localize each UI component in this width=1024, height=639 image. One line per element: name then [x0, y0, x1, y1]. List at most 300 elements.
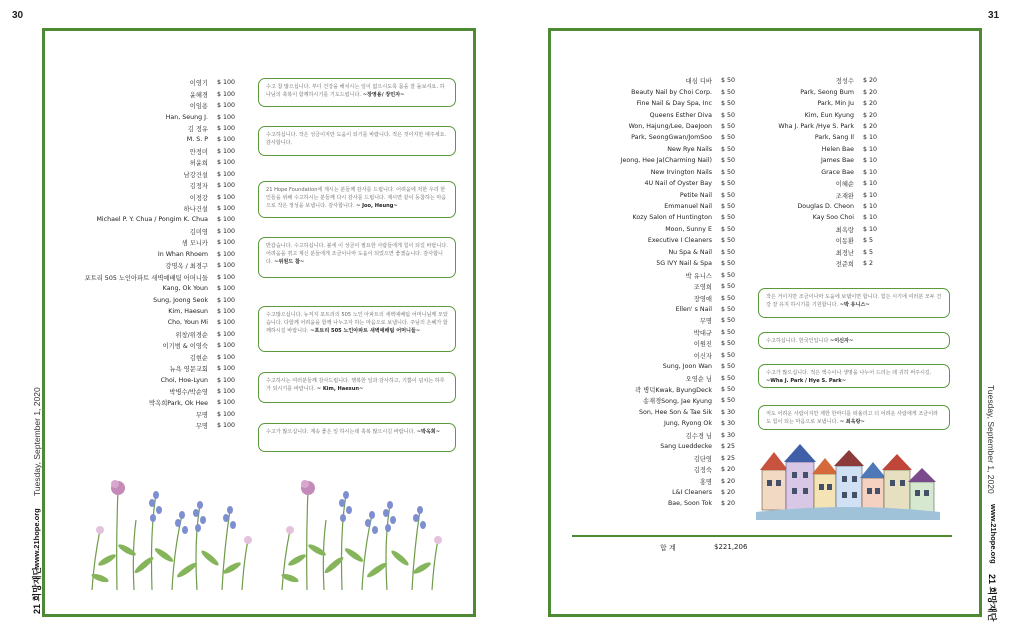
donor-name: 전준희	[835, 261, 854, 269]
donor-row	[576, 338, 748, 349]
donor-amount: $ 50	[721, 214, 736, 222]
donor-name: Petite Nail	[679, 191, 712, 199]
donor-amount: $ 100	[217, 376, 236, 384]
donor-amount: $ 50	[721, 374, 736, 382]
donor-name: 조재완	[835, 192, 854, 200]
donor-amount: $ 50	[721, 351, 736, 359]
donor-row	[756, 189, 884, 200]
donor-name: Emmanuel Nail	[664, 203, 712, 211]
donor-amount: $ 100	[217, 250, 236, 258]
donor-row	[576, 75, 748, 86]
donor-row	[576, 189, 748, 200]
donor-row	[70, 88, 248, 99]
donor-name: Grace Bae	[821, 168, 854, 176]
donor-amount: $ 2	[863, 260, 874, 268]
donor-row	[70, 111, 248, 122]
donor-name: 김 정유	[187, 125, 208, 133]
donor-name: 뉴욕 영문교회	[169, 366, 208, 374]
message-text: 수고하십니다. 작은 성금이지만 도움이 되기를 바랍니다. 적은 것이지만 애주세요. 감사합니다.	[266, 132, 447, 146]
donor-name: Kang, Ok Youn	[162, 285, 208, 293]
donor-amount: $ 100	[217, 193, 236, 201]
donor-name: Park, Seong Bum	[800, 88, 854, 96]
donor-amount: $ 50	[721, 397, 736, 405]
donor-name: 김수경 님	[685, 432, 712, 440]
side-publisher-right: 21 희망재단	[987, 574, 997, 622]
donor-row	[70, 340, 248, 351]
donor-name: 박대규	[693, 329, 712, 337]
donor-row	[70, 420, 248, 431]
message-box	[258, 306, 456, 352]
side-date-left: Tuesday, September 1, 2020	[32, 387, 42, 496]
side-url-left: www.21hope.org	[32, 508, 41, 568]
donor-amount: $ 5	[863, 237, 874, 245]
message-box	[258, 181, 456, 218]
donor-row	[756, 86, 884, 97]
donor-amount: $ 20	[721, 477, 736, 485]
donor-name: 최정난	[835, 249, 854, 257]
donor-row	[576, 350, 748, 361]
donor-name: 5G IVY Nail & Spa	[656, 260, 712, 268]
donor-row	[70, 157, 248, 168]
donor-amount: $ 50	[721, 111, 736, 119]
donor-amount: $ 20	[863, 122, 878, 130]
donor-amount: $ 10	[863, 157, 878, 165]
donor-amount: $ 100	[217, 307, 236, 315]
donor-row	[70, 134, 248, 145]
message-text: 수고하십니다. 한국인입니다	[766, 338, 829, 344]
donor-row	[756, 121, 884, 132]
donor-amount: $ 10	[863, 168, 878, 176]
donor-name: 최옥랑	[835, 226, 854, 234]
donor-row	[70, 386, 248, 397]
donor-row	[576, 178, 748, 189]
donor-amount: $ 100	[217, 410, 236, 418]
donor-row	[576, 395, 748, 406]
donor-row	[576, 327, 748, 338]
donor-name: 이신자	[693, 352, 712, 360]
donor-row	[756, 98, 884, 109]
donor-amount: $ 100	[217, 388, 236, 396]
donor-name: 위창/위경순	[175, 331, 208, 339]
total-divider	[572, 535, 952, 537]
message-author: ~이신자~	[829, 338, 854, 344]
donor-list-right-col1	[576, 75, 748, 510]
message-box	[758, 405, 950, 430]
donor-row	[70, 203, 248, 214]
donor-name: Sung, Joong Seok	[153, 296, 208, 304]
donor-name: 박옥희Park, Ok Hee	[149, 400, 208, 408]
flower-cluster-right	[281, 480, 442, 590]
message-author: ~ Joo, Heung~	[356, 202, 398, 209]
donor-amount: $ 50	[721, 157, 736, 165]
donor-name: 무명	[699, 318, 712, 326]
donor-amount: $ 30	[721, 420, 736, 428]
donor-amount: $ 50	[721, 340, 736, 348]
donor-row	[576, 109, 748, 120]
wildflower-illustration	[72, 470, 452, 590]
donor-name: 김현순	[189, 354, 208, 362]
donor-amount: $ 50	[721, 248, 736, 256]
donor-name: 이영기	[189, 80, 208, 88]
donor-name: Sang Lueddecke	[660, 443, 712, 451]
message-text: 반갑습니다. 수고하십니다. 볼세 이 성금이 필요한 사람들에게 힘이 되길 바랍니다. 어려움을 겪고 계신 분들에게 조금이나마 도움이 되었으면 좋겠습니다. 감사합니다.	[266, 243, 448, 265]
donor-row	[576, 487, 748, 498]
donor-amount: $ 50	[721, 237, 736, 245]
donor-amount: $ 100	[217, 330, 236, 338]
donor-amount: $ 100	[217, 159, 236, 167]
message-author: ~포트리 505 노인아파트 새벽예배팀 어머니들~	[310, 327, 421, 334]
donor-name: 박병수/박순영	[169, 389, 208, 397]
message-text: 저도 어려운 사람이지만 제한 한마디를 떠올리고 더 어려운 사람에게 조금이라도 힘이 되는 마음으로 보냅니다.	[766, 411, 939, 425]
donor-amount: $ 100	[217, 147, 236, 155]
donor-amount: $ 10	[863, 203, 878, 211]
message-author: ~위원드 참~	[274, 258, 305, 265]
donor-name: 조영희	[693, 284, 712, 292]
message-author: ~ 최옥랑~	[839, 418, 865, 425]
donor-amount: $ 20	[721, 500, 736, 508]
donor-row	[756, 235, 884, 246]
donor-amount: $ 20	[863, 111, 878, 119]
donor-amount: $ 100	[217, 353, 236, 361]
donor-row	[576, 121, 748, 132]
message-box	[258, 372, 456, 403]
donor-name: 안정미	[189, 148, 208, 156]
donor-row	[70, 237, 248, 248]
donor-row	[576, 475, 748, 486]
donor-name: Nu Spa & Nail	[668, 248, 712, 256]
donor-name: 무명	[195, 411, 208, 419]
donor-name: 윤혜경	[189, 91, 208, 99]
donor-name: 곽 병덕Kwak, ByungDeck	[635, 387, 712, 395]
donor-list-left	[70, 77, 248, 432]
total-label: 합 계	[660, 544, 676, 552]
message-box	[758, 288, 950, 318]
donor-amount: $ 20	[863, 77, 878, 85]
donor-row	[756, 144, 884, 155]
donor-list-right-col2	[756, 75, 884, 269]
donor-amount: $ 50	[721, 225, 736, 233]
donor-row	[576, 498, 748, 509]
donor-amount: $ 100	[217, 113, 236, 121]
donor-row	[70, 409, 248, 420]
page-number-left: 30	[12, 10, 24, 21]
donor-name: Choi, Hoe-Lyun	[160, 376, 208, 384]
donor-amount: $ 100	[217, 399, 236, 407]
donor-name: Kim, Haesun	[168, 307, 208, 315]
donor-name: New Rye Nails	[667, 145, 712, 153]
donor-row	[756, 258, 884, 269]
message-text: 수고가 많으십니다. 계속 좋은 일 하시는데 축복 많으시길 바랍니다.	[266, 429, 416, 435]
donor-amount: $ 100	[217, 227, 236, 235]
donor-name: Park, SeongGwan/JomSoo	[631, 134, 712, 142]
donor-amount: $ 100	[217, 239, 236, 247]
donor-row	[70, 317, 248, 328]
donor-amount: $ 50	[721, 260, 736, 268]
donor-amount: $ 20	[863, 88, 878, 96]
donor-amount: $ 100	[217, 273, 236, 281]
donor-amount: $ 50	[721, 168, 736, 176]
donor-row	[576, 224, 748, 235]
donor-row	[70, 271, 248, 282]
message-box	[258, 237, 456, 278]
donor-row	[576, 418, 748, 429]
donor-name: 이임용	[189, 103, 208, 111]
message-box	[258, 78, 456, 107]
donor-amount: $ 50	[721, 77, 736, 85]
donor-row	[576, 269, 748, 280]
donor-amount: $ 50	[721, 122, 736, 130]
donor-name: 정성수	[835, 78, 854, 86]
donor-row	[70, 214, 248, 225]
donor-row	[70, 249, 248, 260]
donor-amount: $ 50	[721, 134, 736, 142]
donor-amount: $ 10	[863, 214, 878, 222]
donor-name: 송재경Song, Jae Kyung	[642, 398, 712, 406]
donor-row	[576, 155, 748, 166]
donor-amount: $ 20	[863, 100, 878, 108]
flower-cluster-left	[91, 480, 252, 590]
donor-row	[70, 169, 248, 180]
donor-name: Han, Seung J.	[165, 113, 208, 121]
donor-row	[576, 452, 748, 463]
donor-amount: $ 50	[721, 283, 736, 291]
donor-amount: $ 100	[217, 79, 236, 87]
donor-name: Son, Hee Son & Tae Sik	[638, 408, 712, 416]
donor-name: 홍명	[699, 478, 712, 486]
donor-amount: $ 100	[217, 205, 236, 213]
donor-row	[70, 100, 248, 111]
donor-name: Jung, Ryong Ok	[663, 420, 712, 428]
donor-name: 허윤희	[189, 160, 208, 168]
donor-amount: $ 100	[217, 365, 236, 373]
donor-name: New Irvington Nails	[650, 168, 712, 176]
donor-amount: $ 50	[721, 271, 736, 279]
donor-name: Won, Hajung/Lee, DaeJoon	[628, 122, 712, 130]
donor-row	[576, 86, 748, 97]
donor-amount: $ 50	[721, 100, 736, 108]
donor-name: 이정강	[189, 194, 208, 202]
message-text: 수고가 많으십니다. 적은 액수이나 생명을 나누어 드리는 데 귀히 써주시길.	[766, 370, 932, 376]
donor-row	[70, 77, 248, 88]
donor-name: Douglas D. Cheon	[797, 203, 854, 211]
donor-name: 이혜순	[835, 181, 854, 189]
donor-row	[756, 155, 884, 166]
donor-row	[576, 144, 748, 155]
donor-name: Park, Min Ju	[817, 100, 854, 108]
donor-row	[70, 260, 248, 271]
donor-row	[576, 98, 748, 109]
donor-name: 김정숙	[693, 467, 712, 475]
donor-row	[756, 132, 884, 143]
donor-row	[70, 329, 248, 340]
donor-row	[756, 247, 884, 258]
donor-row	[70, 191, 248, 202]
donor-name: Park, Sang Il	[814, 134, 854, 142]
donor-row	[576, 384, 748, 395]
donor-row	[576, 235, 748, 246]
donor-name: Kim, Eun Kyung	[804, 111, 854, 119]
village-illustration	[756, 440, 940, 520]
donor-name: 김미영	[189, 228, 208, 236]
page-number-right: 31	[988, 10, 1000, 21]
donor-row	[576, 281, 748, 292]
donor-amount: $ 100	[217, 262, 236, 270]
donor-row	[70, 352, 248, 363]
message-box	[758, 364, 950, 388]
donor-row	[576, 258, 748, 269]
donor-name: L&I Cleaners	[672, 488, 712, 496]
donor-row	[70, 180, 248, 191]
total-value: $221,206	[714, 543, 748, 551]
donor-amount: $ 100	[217, 170, 236, 178]
message-text: 수고하시는 여러분들께 감사드립니다. 행복한 일과 감사하고, 기쁨이 넘치는 하루가 되시기를 바랍니다.	[266, 378, 445, 392]
message-text: 작은 거이지만 조금이나마 도움에 보탬이면 합니다. 힘든 시기에 여러분 모두 건강 잘 유지 하시기를 기원합니다.	[766, 294, 942, 308]
donor-name: Fine Nail & Day Spa, Inc	[636, 100, 712, 108]
donor-row	[576, 292, 748, 303]
donor-name: 장영애	[693, 295, 712, 303]
donor-name: 이원진	[693, 341, 712, 349]
donor-amount: $ 100	[217, 342, 236, 350]
donor-amount: $ 10	[863, 225, 878, 233]
donor-row	[70, 283, 248, 294]
donor-row	[576, 372, 748, 383]
donor-row	[70, 123, 248, 134]
donor-row	[576, 441, 748, 452]
donor-amount: $ 100	[217, 319, 236, 327]
donor-amount: $ 10	[863, 134, 878, 142]
donor-name: Sung, Joon Wan	[662, 363, 712, 371]
donor-amount: $ 50	[721, 191, 736, 199]
donor-amount: $ 10	[863, 145, 878, 153]
donor-name: 4U Nail of Oyster Bay	[644, 180, 712, 188]
donor-name: Michael P. Y. Chua / Pongim K. Chua	[96, 216, 208, 224]
donor-row	[576, 464, 748, 475]
donor-name: Ellen' s Nail	[675, 305, 712, 313]
donor-row	[576, 247, 748, 258]
donor-name: 하나건설	[183, 206, 208, 214]
donor-row	[576, 167, 748, 178]
donor-row	[756, 224, 884, 235]
donor-row	[576, 430, 748, 441]
donor-amount: $ 50	[721, 88, 736, 96]
donor-name: 무명	[195, 423, 208, 431]
message-author: ~박 유니스~	[839, 301, 870, 308]
donor-row	[576, 212, 748, 223]
donor-amount: $ 10	[863, 191, 878, 199]
donor-amount: $ 100	[217, 90, 236, 98]
message-box	[258, 423, 456, 452]
donor-name: Beauty Nail by Choi Corp.	[631, 88, 712, 96]
donor-row	[576, 201, 748, 212]
donor-row	[576, 304, 748, 315]
donor-amount: $ 50	[721, 386, 736, 394]
side-url-right: www.21hope.org	[989, 504, 998, 564]
donor-name: 대심 디바	[685, 78, 712, 86]
donor-name: 이기범 & 이영숙	[162, 343, 208, 351]
side-publisher-left: 21 희망재단	[32, 566, 42, 614]
message-text: 21 Hope Foundation에 계시는 분들께 감사를 드립니다. 어려움에 처한 우리 한인들을 위해 수고하시는 분들께 다시 감사를 드립니다. 계시면 같이 동참하는 마음으로 작은 정성을 보냅니다. 감사합니다.	[266, 187, 447, 209]
donor-row	[756, 212, 884, 223]
donor-amount: $ 50	[721, 317, 736, 325]
donor-amount: $ 50	[721, 180, 736, 188]
side-date-right: Tuesday, September 1, 2020	[986, 385, 996, 494]
donor-name: 이동환	[835, 238, 854, 246]
donor-row	[70, 363, 248, 374]
donor-name: 박 유니스	[685, 272, 712, 280]
donor-amount: $ 100	[217, 216, 236, 224]
donor-amount: $ 100	[217, 285, 236, 293]
donor-amount: $ 100	[217, 136, 236, 144]
donor-amount: $ 30	[721, 431, 736, 439]
donor-name: 샘 모니카	[181, 240, 208, 248]
donor-name: Moon, Sunny E	[665, 225, 712, 233]
message-box	[758, 332, 950, 349]
donor-row	[576, 361, 748, 372]
message-author: ~장영용/ 장민자~	[362, 91, 405, 98]
donor-amount: $ 50	[721, 145, 736, 153]
donor-row	[70, 397, 248, 408]
donor-name: Queens Esther Diva	[649, 111, 712, 119]
donor-name: Kay Soo Choi	[812, 214, 854, 222]
donor-name: 남강건설	[183, 171, 208, 179]
donor-name: Kozy Salon of Huntington	[632, 214, 712, 222]
donor-amount: $ 10	[863, 180, 878, 188]
donor-amount: $ 50	[721, 328, 736, 336]
donor-amount: $ 50	[721, 203, 736, 211]
donor-amount: $ 25	[721, 443, 736, 451]
donor-row	[70, 226, 248, 237]
donor-amount: $ 5	[863, 248, 874, 256]
message-author: ~ Kim, Haesun~	[316, 385, 364, 392]
donor-name: 김정자	[189, 183, 208, 191]
donor-amount: $ 25	[721, 454, 736, 462]
donor-name: Helen Bae	[821, 145, 854, 153]
donor-amount: $ 100	[217, 124, 236, 132]
donor-row	[70, 306, 248, 317]
message-author: ~Wha J. Park / Hye S. Park~	[766, 377, 847, 384]
donor-row	[70, 146, 248, 157]
donor-amount: $ 30	[721, 408, 736, 416]
donor-name: Bae, Soon Tok	[667, 500, 712, 508]
donor-amount: $ 50	[721, 363, 736, 371]
donor-name: Wha J. Park /Hye S. Park	[778, 122, 854, 130]
donor-row	[756, 109, 884, 120]
donor-name: Executive I Cleaners	[647, 237, 712, 245]
donor-name: 오영순 님	[685, 375, 712, 383]
donor-amount: $ 50	[721, 294, 736, 302]
message-author: ~박옥희~	[416, 429, 440, 435]
donor-row	[756, 75, 884, 86]
donor-name: 강명옥 / 최경구	[165, 263, 208, 271]
donor-name: Cho, Youn Mi	[167, 319, 208, 327]
message-text: 수고 참 많으십니다. 부디 건강을 해치시는 일이 없으시도록 몸을 잘 돌보셔요. 하나님의 축복이 함께하시기를 기도드립니다.	[266, 84, 445, 98]
donor-amount: $ 100	[217, 182, 236, 190]
donor-row	[756, 178, 884, 189]
donor-row	[576, 407, 748, 418]
donor-name: M. S. P	[186, 136, 208, 144]
donor-name: James Bae	[820, 157, 854, 165]
donor-row	[756, 201, 884, 212]
donor-row	[576, 132, 748, 143]
donor-name: 포트리 505 노인아파트 새벽예배팀 어머니들	[84, 274, 208, 282]
message-box	[258, 126, 456, 156]
donor-name: In Whan Rhoem	[157, 250, 208, 258]
donor-amount: $ 100	[217, 102, 236, 110]
donor-row	[70, 374, 248, 385]
donor-row	[70, 294, 248, 305]
donor-amount: $ 100	[217, 422, 236, 430]
donor-row	[576, 315, 748, 326]
